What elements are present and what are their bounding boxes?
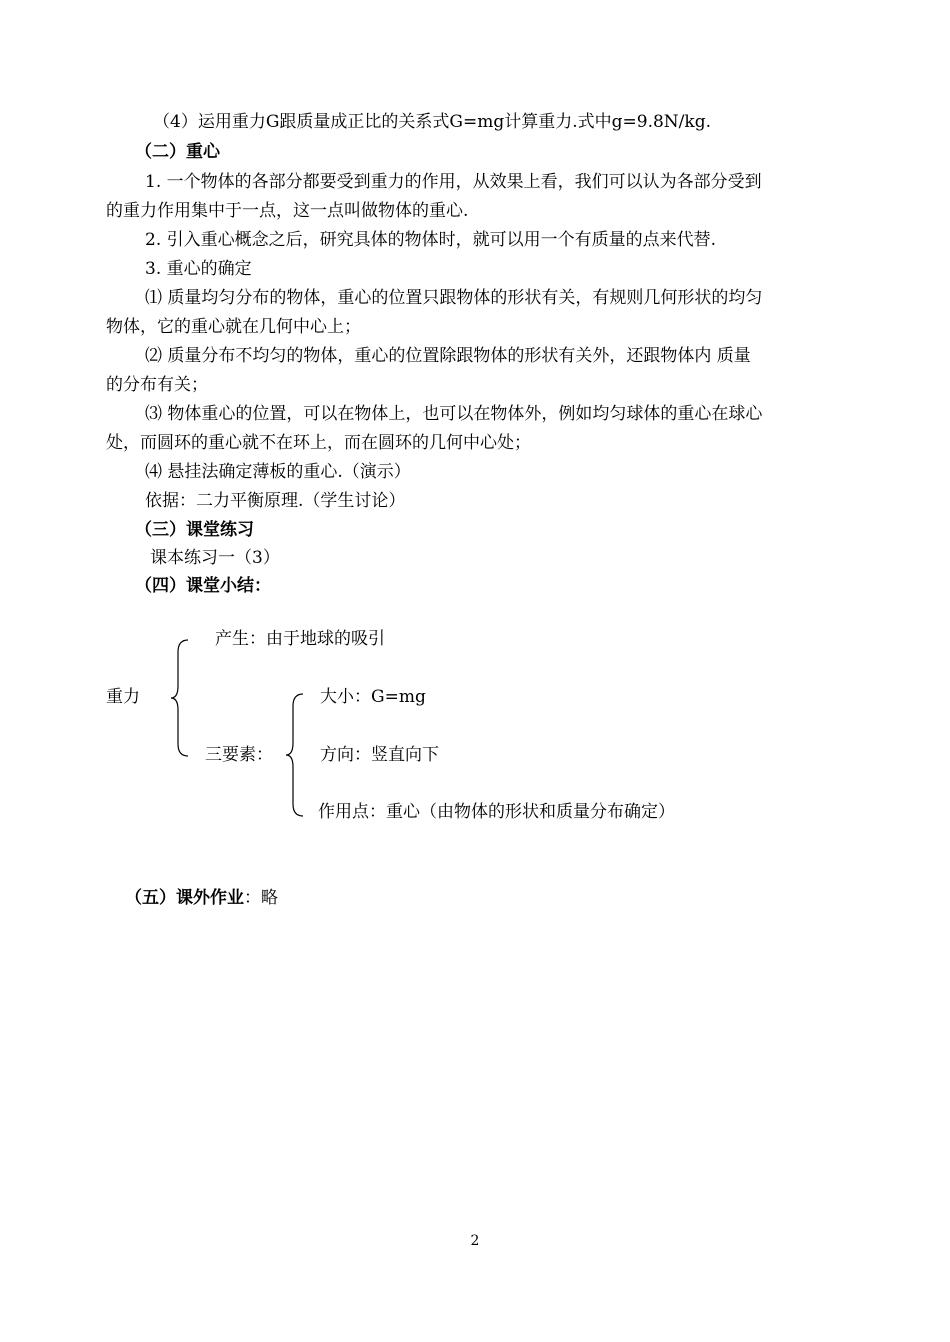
- paragraph-gravity-formula: （4）运用重力G跟质量成正比的关系式G=mg计算重力.式中g=9.8N/kg.: [153, 112, 711, 132]
- paragraph-suspension: ⑷ 悬挂法确定薄板的重心.（演示）: [145, 462, 411, 482]
- paragraph-uniform-line2: 物体，它的重心就在几何中心上；: [106, 317, 361, 337]
- page-number: 2: [470, 1233, 480, 1249]
- heading-center-of-gravity: （二）重心: [135, 142, 220, 162]
- paragraph-nonuniform-line2: 的分布有关；: [106, 375, 208, 395]
- summary-elements-label: 三要素：: [205, 745, 273, 765]
- homework-value: ：略: [244, 888, 278, 908]
- paragraph-determination: 3. 重心的确定: [145, 259, 252, 279]
- summary-size: 大小：G=mg: [320, 687, 426, 707]
- paragraph-definition-line2: 的重力作用集中于一点，这一点叫做物体的重心.: [106, 201, 469, 221]
- paragraph-basis: 依据：二力平衡原理.（学生讨论）: [145, 491, 406, 511]
- paragraph-definition-line1: 1. 一个物体的各部分都要受到重力的作用，从效果上看，我们可以认为各部分受到: [145, 172, 762, 192]
- paragraph-position-line2: 处，而圆环的重心就不在环上，而在圆环的几何中心处；: [106, 433, 531, 453]
- paragraph-concept: 2. 引入重心概念之后，研究具体的物体时，就可以用一个有质量的点来代替.: [145, 230, 717, 250]
- paragraph-nonuniform-line1: ⑵ 质量分布不均匀的物体，重心的位置除跟物体的形状有关外，还跟物体内 质量: [145, 346, 751, 366]
- homework-line: [125, 887, 278, 909]
- summary-root-label: 重力: [106, 687, 140, 707]
- homework-label: （五）课外作业: [125, 888, 244, 908]
- outer-brace: [168, 638, 192, 758]
- summary-direction: 方向：竖直向下: [320, 745, 439, 765]
- heading-class-summary: （四）课堂小结：: [135, 576, 271, 596]
- paragraph-textbook-exercise: 课本练习一（3）: [150, 548, 280, 568]
- paragraph-uniform-line1: ⑴ 质量均匀分布的物体，重心的位置只跟物体的形状有关，有规则几何形状的均匀: [145, 288, 763, 308]
- heading-class-exercise: （三）课堂练习: [135, 520, 254, 540]
- summary-origin: 产生：由于地球的吸引: [215, 629, 385, 649]
- inner-brace: [283, 692, 307, 818]
- summary-point: 作用点：重心（由物体的形状和质量分布确定）: [318, 802, 675, 822]
- paragraph-position-line1: ⑶ 物体重心的位置，可以在物体上，也可以在物体外，例如均匀球体的重心在球心: [145, 404, 763, 424]
